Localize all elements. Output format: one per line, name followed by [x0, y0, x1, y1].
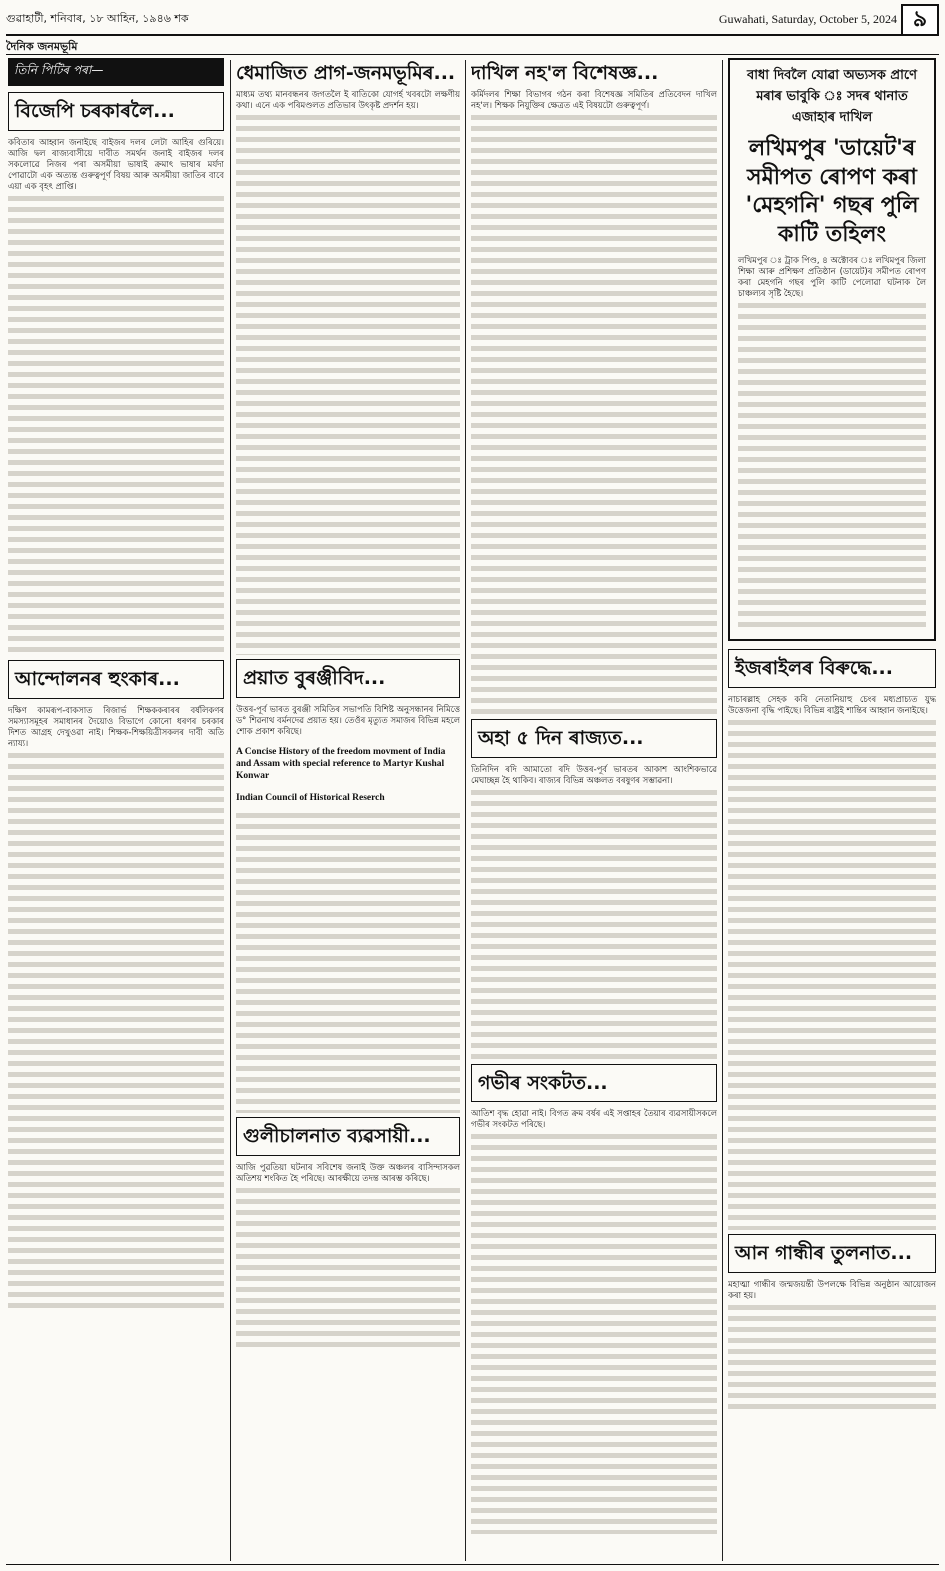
article-body-lines [728, 720, 936, 1230]
headline-box [471, 1064, 717, 1103]
headline-box [236, 659, 460, 698]
masthead-bar [6, 4, 939, 36]
column-3 [471, 58, 717, 1563]
headline-box [728, 649, 936, 688]
article-text: লখিমপুৰ ঃ ট্ৰাক পিণ্ড, ৪ অক্টোবৰ ঃ লখিমপুৰ জিলা শিক্ষা আৰু প্ৰশিক্ষণ প্ৰতিষ্ঠান (ডায়েট)ৰ সমীপত ৰোপণ কৰা মেহগনি গছৰ পুলি কাটি পেলোৱা ঘটনাক লৈ চাঞ্চল্যৰ সৃষ্টি হৈছে। [738, 255, 926, 299]
article-body-lines [738, 303, 926, 633]
headline-gulichalana[interactable]: গুলীচালনাত ব্যৱসায়ী... [243, 1125, 431, 1148]
headline-box [236, 1117, 460, 1156]
article-text: দক্ষিণ কামৰূপ-বাকসাত ৰিজাৰ্ভ শিক্ষককৰাৰৰ বৰ্ষলিকণৰ সমস্যাসমূহৰ সমাধানৰ দৈয়োও বিভাগে কোনো ধৰণৰ চৰকাৰ দিশত আগ্ৰহ দেখুওৱা নাই। শিক্ষক-শিক্ষয়িত্ৰীসকলৰ দাবী অতি ন্যায্য। [8, 704, 224, 748]
headline-weather[interactable]: অহা ৫ দিন ৰাজ্যত... [478, 726, 644, 749]
article-body-lines [236, 813, 460, 1113]
headline-crisis[interactable]: গভীৰ সংকটত... [478, 1071, 608, 1094]
headline-box [728, 1234, 936, 1273]
article-text: নাচাৰল্লাহ সেহক কৰি নেতানিয়াহু চেংৰ মধ্যপ্ৰাচ্যত যুদ্ধ উত্তেজনা বৃদ্ধি পাইছে। বিভিন্ন ৰাষ্ট্ৰই শান্তিৰ আহ্বান জনাইছে। [728, 694, 936, 716]
article-text: তিনিদিন ৰদি আমাতো ৰদি উত্তৰ-পূৰ্ব ভাৰতৰ আকাশ আংশিকভাৱে মেঘাচ্ছন্ন হৈ থাকিব। ৰাজ্যৰ বিভিন্ন অঞ্চলত বৰষুণৰ সম্ভাৱনা। [471, 763, 717, 785]
headline-israel[interactable]: ইজৰাইলৰ বিৰুদ্ধে... [735, 657, 893, 680]
column-2 [236, 58, 460, 1563]
headline-dhemaji[interactable]: ধেমাজিত প্ৰাগ-জনমভূমিৰ... [236, 62, 456, 84]
article-text: মাধ্যম তথ্য মানবন্ধনৰ জগতলৈ ই ৰাতিকো যোগৰ্হ খবৰটো লক্ষণীয় কথা। এনে এক পৰিমণ্ডলত প্ৰতিভাৰ উৎকৃষ্ট প্ৰদৰ্শন হয়। [236, 88, 460, 110]
headline-andolan[interactable]: আন্দোলনৰ হুংকাৰ... [15, 667, 180, 690]
continuation-label: তিনি পিটিৰ পৰা— [8, 58, 224, 86]
article-body-lines [471, 115, 717, 715]
article-text: আজি পুৱতিয়া ঘটনাৰ সবিশেষ জনাই উক্ত অঞ্চলৰ বাসিন্দাসকল অতিশয় শংকিত হৈ পৰিছে। আৰক্ষীয়ে তদন্ত আৰম্ভ কৰিছে। [236, 1161, 460, 1183]
english-council-name: Indian Council of Historical Reserch [236, 792, 385, 803]
column-1 [8, 58, 224, 1563]
column-4 [728, 58, 936, 1563]
article-body-lines [471, 1134, 717, 1534]
headline-box [8, 660, 224, 699]
article-text: কবিতাৰ আহ্বান জনাইছে বাইজৰ দলৰ লেটা আহিৰ গুৰিয়ে। আজি দ্বল ৰাজ্যবাসীয়ে দাবীত সমৰ্থন জনাই বাইজৰ দলৰ সকলোৱে নিজৰ পৰা অসমীয়া ভাষাই ক্ৰমাৎ ভাষাৰ মৰ্যদা পোৱাটো এক অত্যন্ত গুৰুত্বপূৰ্ণ বিষয় আৰু অসমীয়া জাতিৰ বাবে এয়া এক বৃহৎ প্ৰাপ্তি। [8, 136, 224, 191]
lead-headline[interactable]: লখিমপুৰ 'ডায়েট'ৰ সমীপত ৰোপণ কৰা 'মেহগনি' গছৰ পুলি কাটি তহিলং [745, 136, 919, 247]
headline-buranjibid[interactable]: প্ৰয়াত বুৰঞ্জীবিদ... [243, 666, 386, 689]
article-body-lines [728, 1305, 936, 1415]
english-book-title: A Concise History of the freedom movment of India and Assam with special reference to Martyr Kushal Konwar [236, 747, 446, 782]
paper-name-row [6, 38, 939, 55]
article-text: কৰ্মিদলৰ শিক্ষা বিভাগৰ গঠন কৰা বিশেষজ্ঞ সমিতিৰ প্ৰতিবেদন দাখিল নহ'ল। শিক্ষক নিযুক্তিৰ ক্ষেত্ৰত এই বিষয়টো গুৰুত্বপূৰ্ণ। [471, 88, 717, 110]
article-body-lines [471, 790, 717, 1060]
date-assamese: গুৱাহাটী, শনিবাৰ, ১৮ আহিন, ১৯৪৬ শক [6, 11, 189, 25]
headline-box [8, 92, 224, 131]
article-text: আতিশ বৃদ্ধ হোৱা নাই। বিগত ক্ৰম বৰ্ষৰ এই সপ্তাহৰ তৈয়াৰ ব্যৱসায়ীসকলে গভীৰ সংকটত পৰিছে। [471, 1108, 717, 1130]
column-divider [230, 60, 231, 1561]
article-body-lines [236, 1188, 460, 1348]
article-body-lines [236, 115, 460, 655]
lead-story-box [728, 58, 936, 641]
headline-dakhil[interactable]: দাখিল নহ'ল বিশেষজ্ঞ... [471, 62, 659, 84]
article-text: উত্তৰ-পূৰ্ব ভাৰত বুৰঞ্জী সমিতিৰ সভাপতি বিশিষ্ট অনুসন্ধানৰ নিমিত্তে ড° শিৱনাথ বৰ্মনদেৱ প্ৰয়াত হয়। তেওঁৰ মৃত্যুত সমাজৰ বিভিন্ন মহলে শোক প্ৰকাশ কৰিছে। [236, 703, 460, 736]
article-body-lines [8, 753, 224, 1313]
headline-gandhi[interactable]: আন গান্ধীৰ তুলনাত... [735, 1242, 913, 1265]
column-divider [722, 60, 723, 1561]
article-body-lines [8, 196, 224, 656]
article-text: মহাত্মা গান্ধীৰ জন্মজয়ন্তী উপলক্ষে বিভিন্ন অনুষ্ঠান আয়োজন কৰা হয়। [728, 1278, 936, 1300]
paper-name: দৈনিক জনমভূমি [6, 40, 78, 53]
headline-box [471, 719, 717, 758]
headline-bjp[interactable]: বিজেপি চৰকাৰলৈ... [15, 100, 175, 122]
date-english: Guwahati, Saturday, October 5, 2024 [718, 11, 897, 26]
lead-kicker: বাধা দিবলৈ যোৱা অভ্যসক প্ৰাণে মৰাৰ ভাবুকি ঃ সদৰ থানাত এজাহাৰ দাখিল [747, 68, 917, 125]
footer-rule [6, 1564, 939, 1565]
page-number: ৯ [901, 4, 939, 36]
column-divider [465, 60, 466, 1561]
